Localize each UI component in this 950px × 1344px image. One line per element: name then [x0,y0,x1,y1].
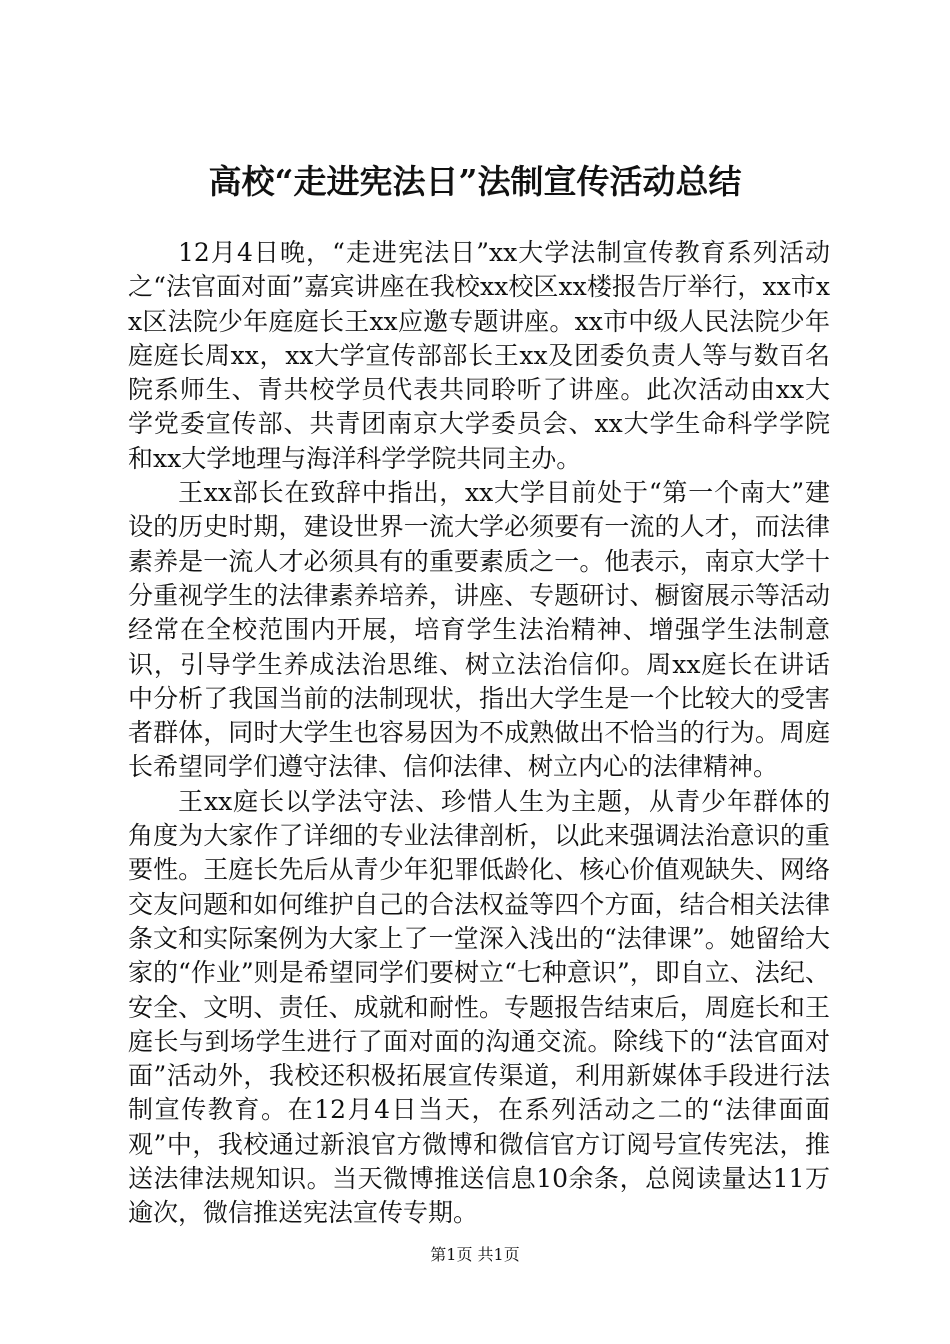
document-body [128,236,830,1231]
paragraph-3: 王xx庭长以学法守法、珍惜人生为主题，从青少年群体的角度为大家作了详细的专业法律剖析，以此来强调法治意识的重要性。王庭长先后从青少年犯罪低龄化、核心价值观缺失、网络交友问题和如何维护自己的合法权益等四个方面，结合相关法律条文和实际案例为大家上了一堂深入浅出的“法律课”。她留给大家的“作业”则是希望同学们要树立“七种意识”，即自立、法纪、安全、文明、责任、成就和耐性。专题报告结束后，周庭长和王庭长与到场学生进行了面对面的沟通交流。除线下的“法官面对面”活动外，我校还积极拓展宣传渠道，利用新媒体手段进行法制宣传教育。在12月4日当天，在系列活动之二的“法律面面观”中，我校通过新浪官方微博和微信官方订阅号宣传宪法，推送法律法规知识。当天微博推送信息10余条，总阅读量达11万逾次，微信推送宪法宣传专期。 [128,786,830,1228]
page-footer: 第1页 共1页 [430,1245,520,1264]
document-title: 高校“走进宪法日”法制宣传活动总结 [208,162,742,201]
paragraph-2: 王xx部长在致辞中指出，xx大学目前处于“第一个南大”建设的历史时期，建设世界一流大学必须要有一流的人才，而法律素养是一流人才必须具有的重要素质之一。他表示，南京大学十分重视学生的法律素养培养，讲座、专题研讨、橱窗展示等活动经常在全校范围内开展，培育学生法治精神、增强学生法制意识，引导学生养成法治思维、树立法治信仰。周xx庭长在讲话中分析了我国当前的法制现状，指出大学生是一个比较大的受害者群体，同时大学生也容易因为不成熟做出不恰当的行为。周庭长希望同学们遵守法律、信仰法律、树立内心的法律精神。 [128,478,830,782]
paragraph-1: 12月4日晚，“走进宪法日”xx大学法制宣传教育系列活动之“法官面对面”嘉宾讲座在我校xx校区xx楼报告厅举行，xx市xx区法院少年庭庭长王xx应邀专题讲座。xx市中级人民法院少年庭庭长周xx，xx大学宣传部部长王xx及团委负责人等与数百名院系师生、青共校学员代表共同聆听了讲座。此次活动由xx大学党委宣传部、共青团南京大学委员会、xx大学生命科学学院和xx大学地理与海洋科学学院共同主办。 [128,238,830,473]
